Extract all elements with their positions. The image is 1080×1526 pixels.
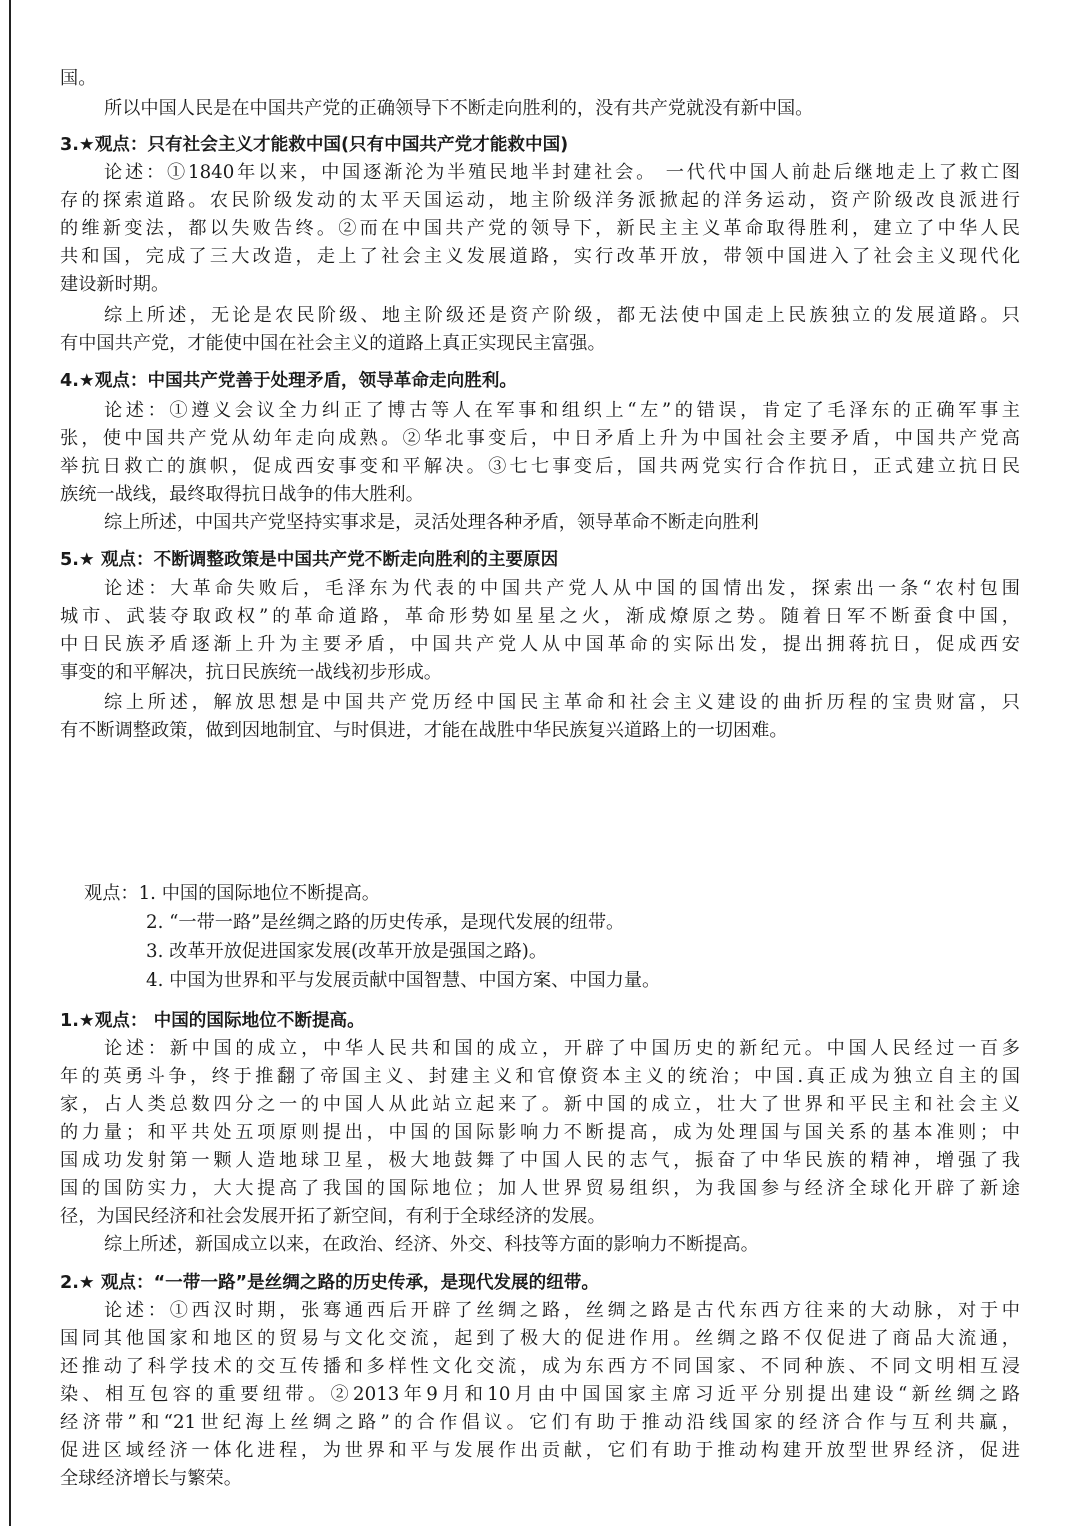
paragraph-line: 举抗日救亡的旗帜，促成西安事变和平解决。③七七事变后，国共两党实行合作抗日，正式建立抗日民 <box>60 456 1020 477</box>
section-heading: 1.★观点： 中国的国际地位不断提高。 <box>60 1011 365 1031</box>
summary-line: 综上所述，解放思想是中国共产党历经中国民主革命和社会主义建设的曲折历程的宝贵财富，只 <box>104 692 1020 713</box>
section-heading: 5.★ 观点：不断调整政策是中国共产党不断走向胜利的主要原因 <box>60 550 559 570</box>
summary-line: 有中国共产党，才能使中国在社会主义的道路上真正实现民主富强。 <box>60 333 606 354</box>
summary-line: 综上所述，无论是农民阶级、地主阶级还是资产阶级，都无法使中国走上民族独立的发展道路。只 <box>104 305 1020 326</box>
paragraph-line: 论述：①西汉时期，张骞通西后开辟了丝绸之路，丝绸之路是古代东西方往来的大动脉，对于中 <box>104 1300 1020 1321</box>
paragraph-line: 年的英勇斗争，终于推翻了帝国主义、封建主义和官僚资本主义的统治；中国.真正成为独立自主的国 <box>60 1066 1020 1087</box>
summary-line: 综上所述，新国成立以来，在政治、经济、外交、科技等方面的影响力不断提高。 <box>104 1234 759 1255</box>
paragraph-line: 国的国防实力，大大提高了我国的国际地位；加人世界贸易组织，为我国参与经济全球化开辟了新途 <box>60 1178 1020 1199</box>
paragraph-line: 城市、武装夺取政权”的革命道路，革命形势如星星之火，渐成燎原之势。随着日军不断蚕食中国， <box>60 606 1020 627</box>
paragraph-line: 建设新时期。 <box>60 274 170 295</box>
summary-line: 综上所述，中国共产党坚持实事求是，灵活处理各种矛盾，领导革命不断走向胜利 <box>104 512 759 533</box>
text-line: 所以中国人民是在中国共产党的正确领导下不断走向胜利的，没有共产党就没有新中国。 <box>104 98 814 119</box>
paragraph-line: 径，为国民经济和社会发展开拓了新空间，有利于全球经济的发展。 <box>60 1206 606 1227</box>
paragraph-line: 张，使中国共产党从幼年走向成熟。②华北事变后，中日矛盾上升为中国社会主要矛盾，中国共产党高 <box>60 428 1020 449</box>
paragraph-line: 事变的和平解决，抗日民族统一战线初步形成。 <box>60 662 442 683</box>
paragraph-line: 的维新变法，都以失败告终。②而在中国共产党的领导下，新民主主义革命取得胜利，建立了中华人民 <box>60 218 1020 239</box>
page-left-border <box>9 0 11 1526</box>
paragraph-line: 共和国，完成了三大改造，走上了社会主义发展道路，实行改革开放，带领中国进入了社会主义现代化 <box>60 246 1020 267</box>
paragraph-line: 的力量；和平共处五项原则提出，中国的国际影响力不断提高，成为处理国与国关系的基本准则；中 <box>60 1122 1020 1143</box>
paragraph-line: 族统一战线，最终取得抗日战争的伟大胜利。 <box>60 484 424 505</box>
summary-line: 有不断调整政策，做到因地制宜、与时俱进，才能在战胜中华民族复兴道路上的一切困难。 <box>60 720 788 741</box>
paragraph-line: 存的探索道路。农民阶级发动的太平天国运动，地主阶级洋务派掀起的洋务运动，资产阶级改良派进行 <box>60 190 1020 211</box>
section-heading: 2.★ 观点：“一带一路”是丝绸之路的历史传承，是现代发展的纽带。 <box>60 1273 599 1293</box>
paragraph-line: 中日民族矛盾逐渐上升为主要矛盾，中国共产党人从中国革命的实际出发，提出拥蒋抗日，促成西安 <box>60 634 1020 655</box>
paragraph-line: 家，占人类总数四分之一的中国人从此站立起来了。新中国的成立，壮大了世界和平民主和社会主义 <box>60 1094 1020 1115</box>
overview-item: 2. “一带一路”是丝绸之路的历史传承，是现代发展的纽带。 <box>146 912 625 933</box>
paragraph-line: 促进区域经济一体化进程，为世界和平与发展作出贡献，它们有助于推动构建开放型世界经济，促进 <box>60 1440 1020 1461</box>
paragraph-line: 染、相互包容的重要纽带。②2013年9月和10月由中国国家主席习近平分别提出建设“新丝绸之路 <box>60 1384 1020 1405</box>
paragraph-line: 全球经济增长与繁荣。 <box>60 1468 242 1489</box>
paragraph-line: 国同其他国家和地区的贸易与文化交流，起到了极大的促进作用。丝绸之路不仅促进了商品大流通， <box>60 1328 1020 1349</box>
paragraph-line: 经济带”和“21世纪海上丝绸之路”的合作倡议。它们有助于推动沿线国家的经济合作与互利共赢， <box>60 1412 1020 1433</box>
paragraph-line: 论述：①1840年以来，中国逐渐沦为半殖民地半封建社会。 一代代中国人前赴后继地走上了救亡图 <box>104 162 1020 183</box>
paragraph-line: 论述：新中国的成立，中华人民共和国的成立，开辟了中国历史的新纪元。中国人民经过一百多 <box>104 1038 1020 1059</box>
paragraph-line: 还推动了科学技术的交互传播和多样性文化交流，成为东西方不同国家、不同种族、不同文明相互浸 <box>60 1356 1020 1377</box>
overview-item: 观点：1. 中国的国际地位不断提高。 <box>84 883 380 904</box>
overview-item: 3. 改革开放促进国家发展(改革开放是强国之路)。 <box>146 941 548 962</box>
overview-item: 4. 中国为世界和平与发展贡献中国智慧、中国方案、中国力量。 <box>146 970 661 991</box>
paragraph-line: 论述：①遵义会议全力纠正了博古等人在军事和组织上“左”的错误，肯定了毛泽东的正确军事主 <box>104 400 1020 421</box>
paragraph-line: 国成功发射第一颗人造地球卫星，极大地鼓舞了中国人民的志气，振奋了中华民族的精神，增强了我 <box>60 1150 1020 1171</box>
section-heading: 3.★观点：只有社会主义才能救中国(只有中国共产党才能救中国) <box>60 135 569 155</box>
text-line: 国。 <box>60 68 97 89</box>
section-heading: 4.★观点：中国共产党善于处理矛盾，领导革命走向胜利。 <box>60 371 517 391</box>
paragraph-line: 论述：大革命失败后，毛泽东为代表的中国共产党人从中国的国情出发，探索出一条“农村包围 <box>104 578 1020 599</box>
